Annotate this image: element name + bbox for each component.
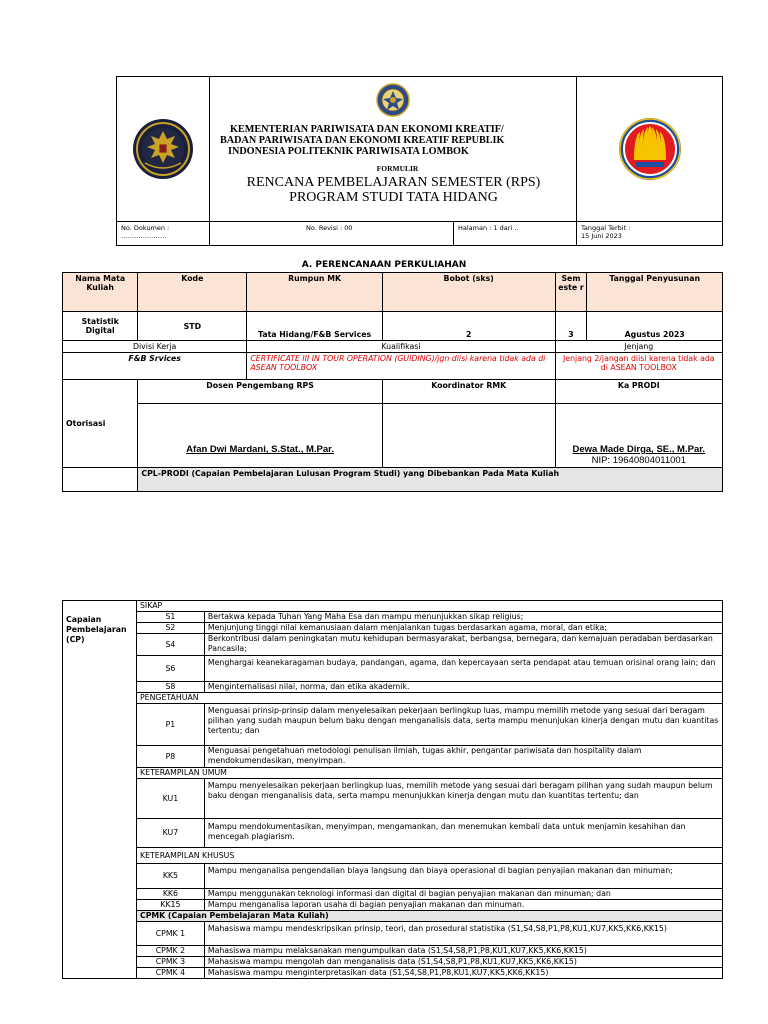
ku-code: KU1 [136, 779, 204, 819]
form-label: FORMULIR [376, 164, 419, 173]
page-number: Halaman : 1 dari .. [454, 222, 577, 245]
ministry-line-2: BADAN PARIWISATA DAN EKONOMI KREATIF REPUBLIK [220, 135, 505, 146]
kk-code: KK5 [136, 864, 204, 889]
kk-title: KETERAMPILAN KHUSUS [136, 848, 722, 864]
kk-text: Mampu menganalisa pengendalian biaya langsung dan biaya operasional di bagian penyajian makanan dan minuman; [204, 864, 722, 889]
header-semester: Sem este r [555, 273, 587, 312]
document-number: No. Dokumen : ………………… [117, 222, 210, 245]
pengetahuan-text: Menguasai pengetahuan metodologi penulisan ilmiah, tugas akhir, pengantar pariwisata dan hospitality dalam mendokumendasikan, menyimpan. [204, 746, 722, 768]
developer-label: Dosen Pengembang RPS [138, 380, 382, 404]
revision-number: No. Revisi : 00 [210, 222, 454, 245]
cpl-prodi-label: CPL-PRODI (Capaian Pembelajaran Lulusan Program Studi) yang Dibebankan Pada Mata Kuliah [138, 468, 723, 492]
kk-code: KK6 [136, 889, 204, 900]
level-value: Jenjang 2/jangan diisi karena tidak ada di ASEAN TOOLBOX [555, 353, 722, 380]
cpmk-code: CPMK 2 [136, 946, 204, 957]
developer-signature [138, 404, 382, 468]
program-title: PROGRAM STUDI TATA HIDANG [289, 190, 498, 205]
kk-code: KK15 [136, 900, 204, 911]
ku-text: Mampu mendokumentasikan, menyimpan, mengamankan, dan menemukan kembali data untuk menjamin kesahihan dan mencegah plagiarism. [204, 819, 722, 848]
cpmk-code: CPMK 1 [136, 922, 204, 946]
course-name: Statistik Digital [63, 312, 138, 341]
course-planning-table [62, 272, 723, 492]
issue-date: Tanggal Terbit : 15 Juni 2023 [581, 224, 631, 240]
header-credits: Bobot (sks) [382, 273, 555, 312]
ku-code: KU7 [136, 819, 204, 848]
cpmk-code: CPMK 3 [136, 957, 204, 968]
cpmk-text: Mahasiswa mampu mengolah dan menganalisis data (S1,S4,S8,P1,P8,KU1,KU7,KK5,KK6,KK15) [204, 957, 722, 968]
header-code: Kode [138, 273, 247, 312]
poltekpar-lombok-logo-icon [376, 83, 410, 117]
document-header [116, 76, 723, 246]
rps-title: RENCANA PEMBELAJARAN SEMESTER (RPS) [246, 175, 541, 190]
course-cluster: Tata Hidang/F&B Services [247, 312, 382, 341]
header-date: Tanggal Penyusunan [587, 273, 723, 312]
head-nip: NIP: 19640804011001 [591, 455, 686, 466]
head-name: Dewa Made Dirga, SE., M.Par. [572, 444, 706, 455]
asean-emblem-icon [617, 116, 683, 182]
section-a-title: A. PERENCANAAN PERKULIAHAN [301, 260, 467, 270]
cpmk-text: Mahasiswa mampu mendeskripsikan prinsip, teori, dan prosedural statistika (S1,S4,S8,P1,P8,KU1,KU7,KK5,KK6,KK15) [204, 922, 722, 946]
sikap-title: SIKAP [136, 601, 722, 612]
division-value: F&B Srvices [63, 353, 247, 380]
ministry-line-3: INDONESIA POLITEKNIK PARIWISATA LOMBOK [228, 146, 469, 157]
sikap-code: S4 [136, 634, 204, 656]
pengetahuan-code: P1 [136, 704, 204, 746]
header-course-name: Nama Mata Kuliah [63, 273, 138, 312]
cpmk-text: Mahasiswa mampu melaksanakan mengumpulkan data (S1,S4,S8,P1,P8,KU1,KU7,KK5,KK6,KK15) [204, 946, 722, 957]
head-signature [555, 404, 722, 468]
kk-text: Mampu menggunakan teknologi informasi dan digital di bagian penyajian makanan dan minuman; dan [204, 889, 722, 900]
course-date: Agustus 2023 [587, 312, 723, 341]
division-label: Divisi Kerja [63, 341, 247, 353]
coordinator-signature [382, 404, 555, 468]
sikap-code: S2 [136, 623, 204, 634]
pengetahuan-text: Menguasai prinsip-prinsip dalam menyelesaikan pekerjaan berlingkup luas, mampu memilih metode yang sesuai dari beragam pilihan yang sudah maupun belum baku dengan menganalisis data, serta mampu menunjukan kinerja dengan mutu dan kuantitas tertentu; dan [204, 704, 722, 746]
sikap-text: Menginternalisasi nilai, norma, dan etika akademik. [204, 682, 722, 693]
learning-outcomes-table [62, 600, 723, 979]
coordinator-label: Koordinator RMK [382, 380, 555, 404]
ku-title: KETERAMPILAN UMUM [136, 768, 722, 779]
cp-label: Capaian Pembelajaran (CP) [63, 601, 137, 979]
qualification-value: CERTIFICATE III IN TOUR OPERATION (GUIDING)/jgn diisi karena tidak ada di ASEAN TOOLBOX [247, 353, 555, 380]
head-label: Ka PRODI [555, 380, 722, 404]
sikap-text: Bertakwa kepada Tuhan Yang Maha Esa dan mampu menunjukkan sikap religius; [204, 612, 722, 623]
sikap-code: S1 [136, 612, 204, 623]
asean-logo [577, 77, 722, 221]
authorization-label: Otorisasi [63, 380, 138, 468]
course-code: STD [138, 312, 247, 341]
sikap-code: S6 [136, 656, 204, 682]
sikap-text: Menghargai keanekaragaman budaya, pandangan, agama, dan kepercayaan serta pendapat atau temuan orisinal orang lain; dan [204, 656, 722, 682]
qualification-label: Kualifikasi [247, 341, 555, 353]
sikap-text: Menjunjung tinggi nilai kemanusiaan dalam menjalankan tugas berdasarkan agama, moral, dan etika; [204, 623, 722, 634]
course-credits: 2 [382, 312, 555, 341]
pengetahuan-code: P8 [136, 746, 204, 768]
cpmk-code: CPMK 4 [136, 968, 204, 979]
cpl-empty-cell [63, 468, 138, 492]
ministry-line-1: KEMENTERIAN PARIWISATA DAN EKONOMI KREATIF/ [230, 124, 504, 135]
sikap-code: S8 [136, 682, 204, 693]
developer-name: Afan Dwi Mardani, S.Stat., M.Par. [186, 444, 334, 455]
header-cluster: Rumpun MK [247, 273, 382, 312]
cpmk-text: Mahasiswa mampu menginterpretasikan data (S1,S4,S8,P1,P8,KU1,KU7,KK5,KK6,KK15) [204, 968, 722, 979]
course-semester: 3 [555, 312, 587, 341]
garuda-emblem-icon [131, 117, 195, 181]
ku-text: Mampu menyelesaikan pekerjaan berlingkup luas, memilih metode yang sesuai dari beragam pilihan yang sudah maupun belum baku dengan menganalisis data, serta mampu menunjukkan kinerja dengan mutu dan kuantitas tertentu; dan [204, 779, 722, 819]
kk-text: Mampu menganalisa laporan usaha di bagian penyajian makanan dan minuman. [204, 900, 722, 911]
pengetahuan-title: PENGETAHUAN [136, 693, 722, 704]
level-label: Jenjang [555, 341, 722, 353]
sikap-text: Berkontribusi dalam peningkatan mutu kehidupan bermasyarakat, berbangsa, bernegara, dan kemajuan peradaban berdasarkan Pancasila; [204, 634, 722, 656]
ministry-emblem-logo [117, 77, 210, 221]
cpmk-title: CPMK (Capaian Pembelajaran Mata Kuliah) [136, 911, 722, 922]
